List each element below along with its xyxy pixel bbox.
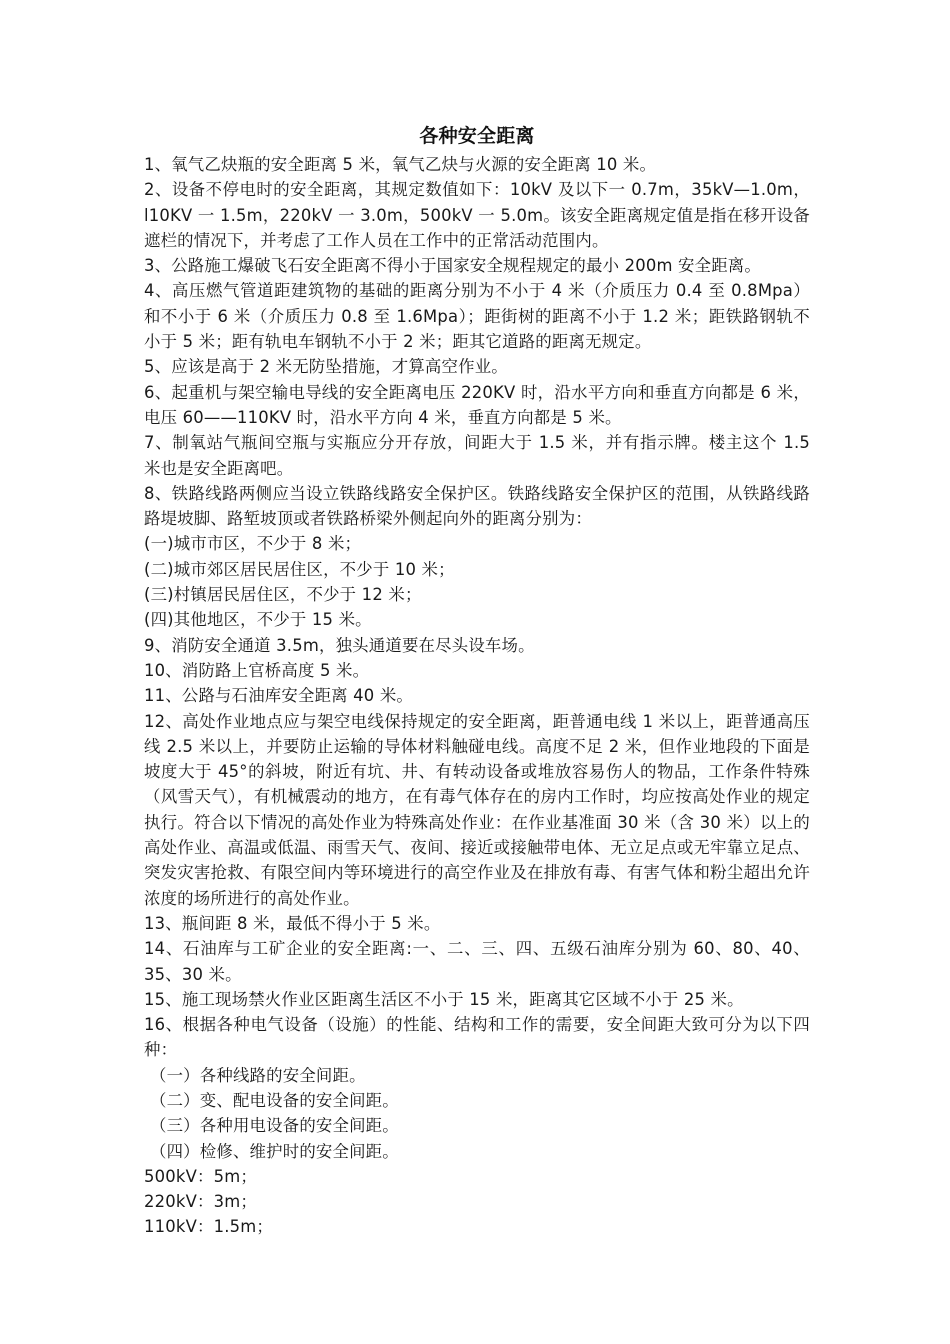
paragraph-item-12: 12、高处作业地点应与架空电线保持规定的安全距离，距普通电线 1 米以上，距普通高压线 2.5 米以上，并要防止运输的导体材料触碰电线。高度不足 2 米，但作业地段的下面是坡度大于 45°的斜坡，附近有坑、井、有转动设备或堆放容易伤人的物品，工作条件特殊（风雪天气），有机械震动的地方，在有毒气体存在的房内工作时，均应按高处作业的规定执行。符合以下情况的高处作业为特殊高处作业：在作业基准面 30 米（含 30 米）以上的高处作业、高温或低温、雨雪天气、夜间、接近或接触带电体、无立足点或无牢靠立足点、突发灾害抢救、有限空间内等环境进行的高空作业及在排放有毒、有害气体和粉尘超出允许浓度的场所进行的高处作业。 xyxy=(144,711,810,908)
paragraph-item-9: 9、消防安全通道 3.5m，独头通道要在尽头设车场。 xyxy=(144,635,535,655)
voltage-distance-110kv: 110kV：1.5m； xyxy=(144,1217,274,1237)
voltage-distance-500kv: 500kV：5m； xyxy=(144,1166,257,1186)
paragraph-item-6: 6、起重机与架空输电导线的安全距离电压 220KV 时，沿水平方向和垂直方向都是 6 米，电压 60——110KV 时，沿水平方向 4 米，垂直方向都是 5 米。 xyxy=(144,382,810,427)
paragraph-item-14: 14、石油库与工矿企业的安全距离:一、二、三、四、五级石油库分别为 60、80、40、35、30 米。 xyxy=(144,939,810,984)
paragraph-item-13: 13、瓶间距 8 米，最低不得小于 5 米。 xyxy=(144,913,441,933)
paragraph-item-2: 2、设备不停电时的安全距离，其规定数值如下：10kV 及以下一 0.7m，35kV—1.0m，l10KV 一 1.5m，220kV 一 3.0m，500kV 一 5.0m。该安全距离规定值是指在移开设备遮栏的情况下，并考虑了工作人员在工作中的正常活动范围内。 xyxy=(144,180,810,250)
spacing-type-3: （三）各种用电设备的安全间距。 xyxy=(150,1116,399,1136)
paragraph-item-4: 4、高压燃气管道距建筑物的基础的距离分别为不小于 4 米（介质压力 0.4 至 0.8Mpa）和不小于 6 米（介质压力 0.8 至 1.6Mpa）；距街树的距离不小于 1.2 米；距铁路钢轨不小于 5 米；距有轨电车钢轨不小于 2 米；距其它道路的距离无规定。 xyxy=(144,281,810,352)
document-title: 各种安全距离 xyxy=(419,125,535,147)
paragraph-item-8: 8、铁路线路两侧应当设立铁路线路安全保护区。铁路线路安全保护区的范围，从铁路线路路堤坡脚、路堑坡顶或者铁路桥梁外侧起向外的距离分别为： xyxy=(144,483,810,529)
paragraph-item-15: 15、施工现场禁火作业区距离生活区不小于 15 米，距离其它区域不小于 25 米。 xyxy=(144,989,744,1009)
railway-zone-1: (一)城市市区，不少于 8 米； xyxy=(144,534,362,554)
document-body xyxy=(144,121,810,1240)
spacing-type-1: （一）各种线路的安全间距。 xyxy=(150,1065,366,1085)
paragraph-item-11: 11、公路与石油库安全距离 40 米。 xyxy=(144,686,414,706)
paragraph-item-7: 7、制氧站气瓶间空瓶与实瓶应分开存放，间距大于 1.5 米，并有指示牌。楼主这个 1.5 米也是安全距离吧。 xyxy=(144,433,810,478)
voltage-distance-220kv: 220kV：3m； xyxy=(144,1192,257,1212)
railway-zone-2: (二)城市郊区居民居住区，不少于 10 米； xyxy=(144,559,455,579)
paragraph-item-1: 1、氧气乙炔瓶的安全距离 5 米，氧气乙炔与火源的安全距离 10 米。 xyxy=(144,155,657,174)
spacing-type-2: （二）变、配电设备的安全间距。 xyxy=(150,1090,399,1110)
railway-zone-3: (三)村镇居民居住区，不少于 12 米； xyxy=(144,585,422,605)
spacing-type-4: （四）检修、维护时的安全间距。 xyxy=(150,1141,399,1161)
paragraph-item-16: 16、根据各种电气设备（设施）的性能、结构和工作的需要，安全间距大致可分为以下四种： xyxy=(144,1015,810,1060)
paragraph-item-3: 3、公路施工爆破飞石安全距离不得小于国家安全规程规定的最小 200m 安全距离。 xyxy=(144,256,761,276)
paragraph-item-10: 10、消防路上官桥高度 5 米。 xyxy=(144,660,370,680)
paragraph-item-5: 5、应该是高于 2 米无防坠措施，才算高空作业。 xyxy=(144,357,508,377)
railway-zone-4: (四)其他地区，不少于 15 米。 xyxy=(144,610,372,630)
